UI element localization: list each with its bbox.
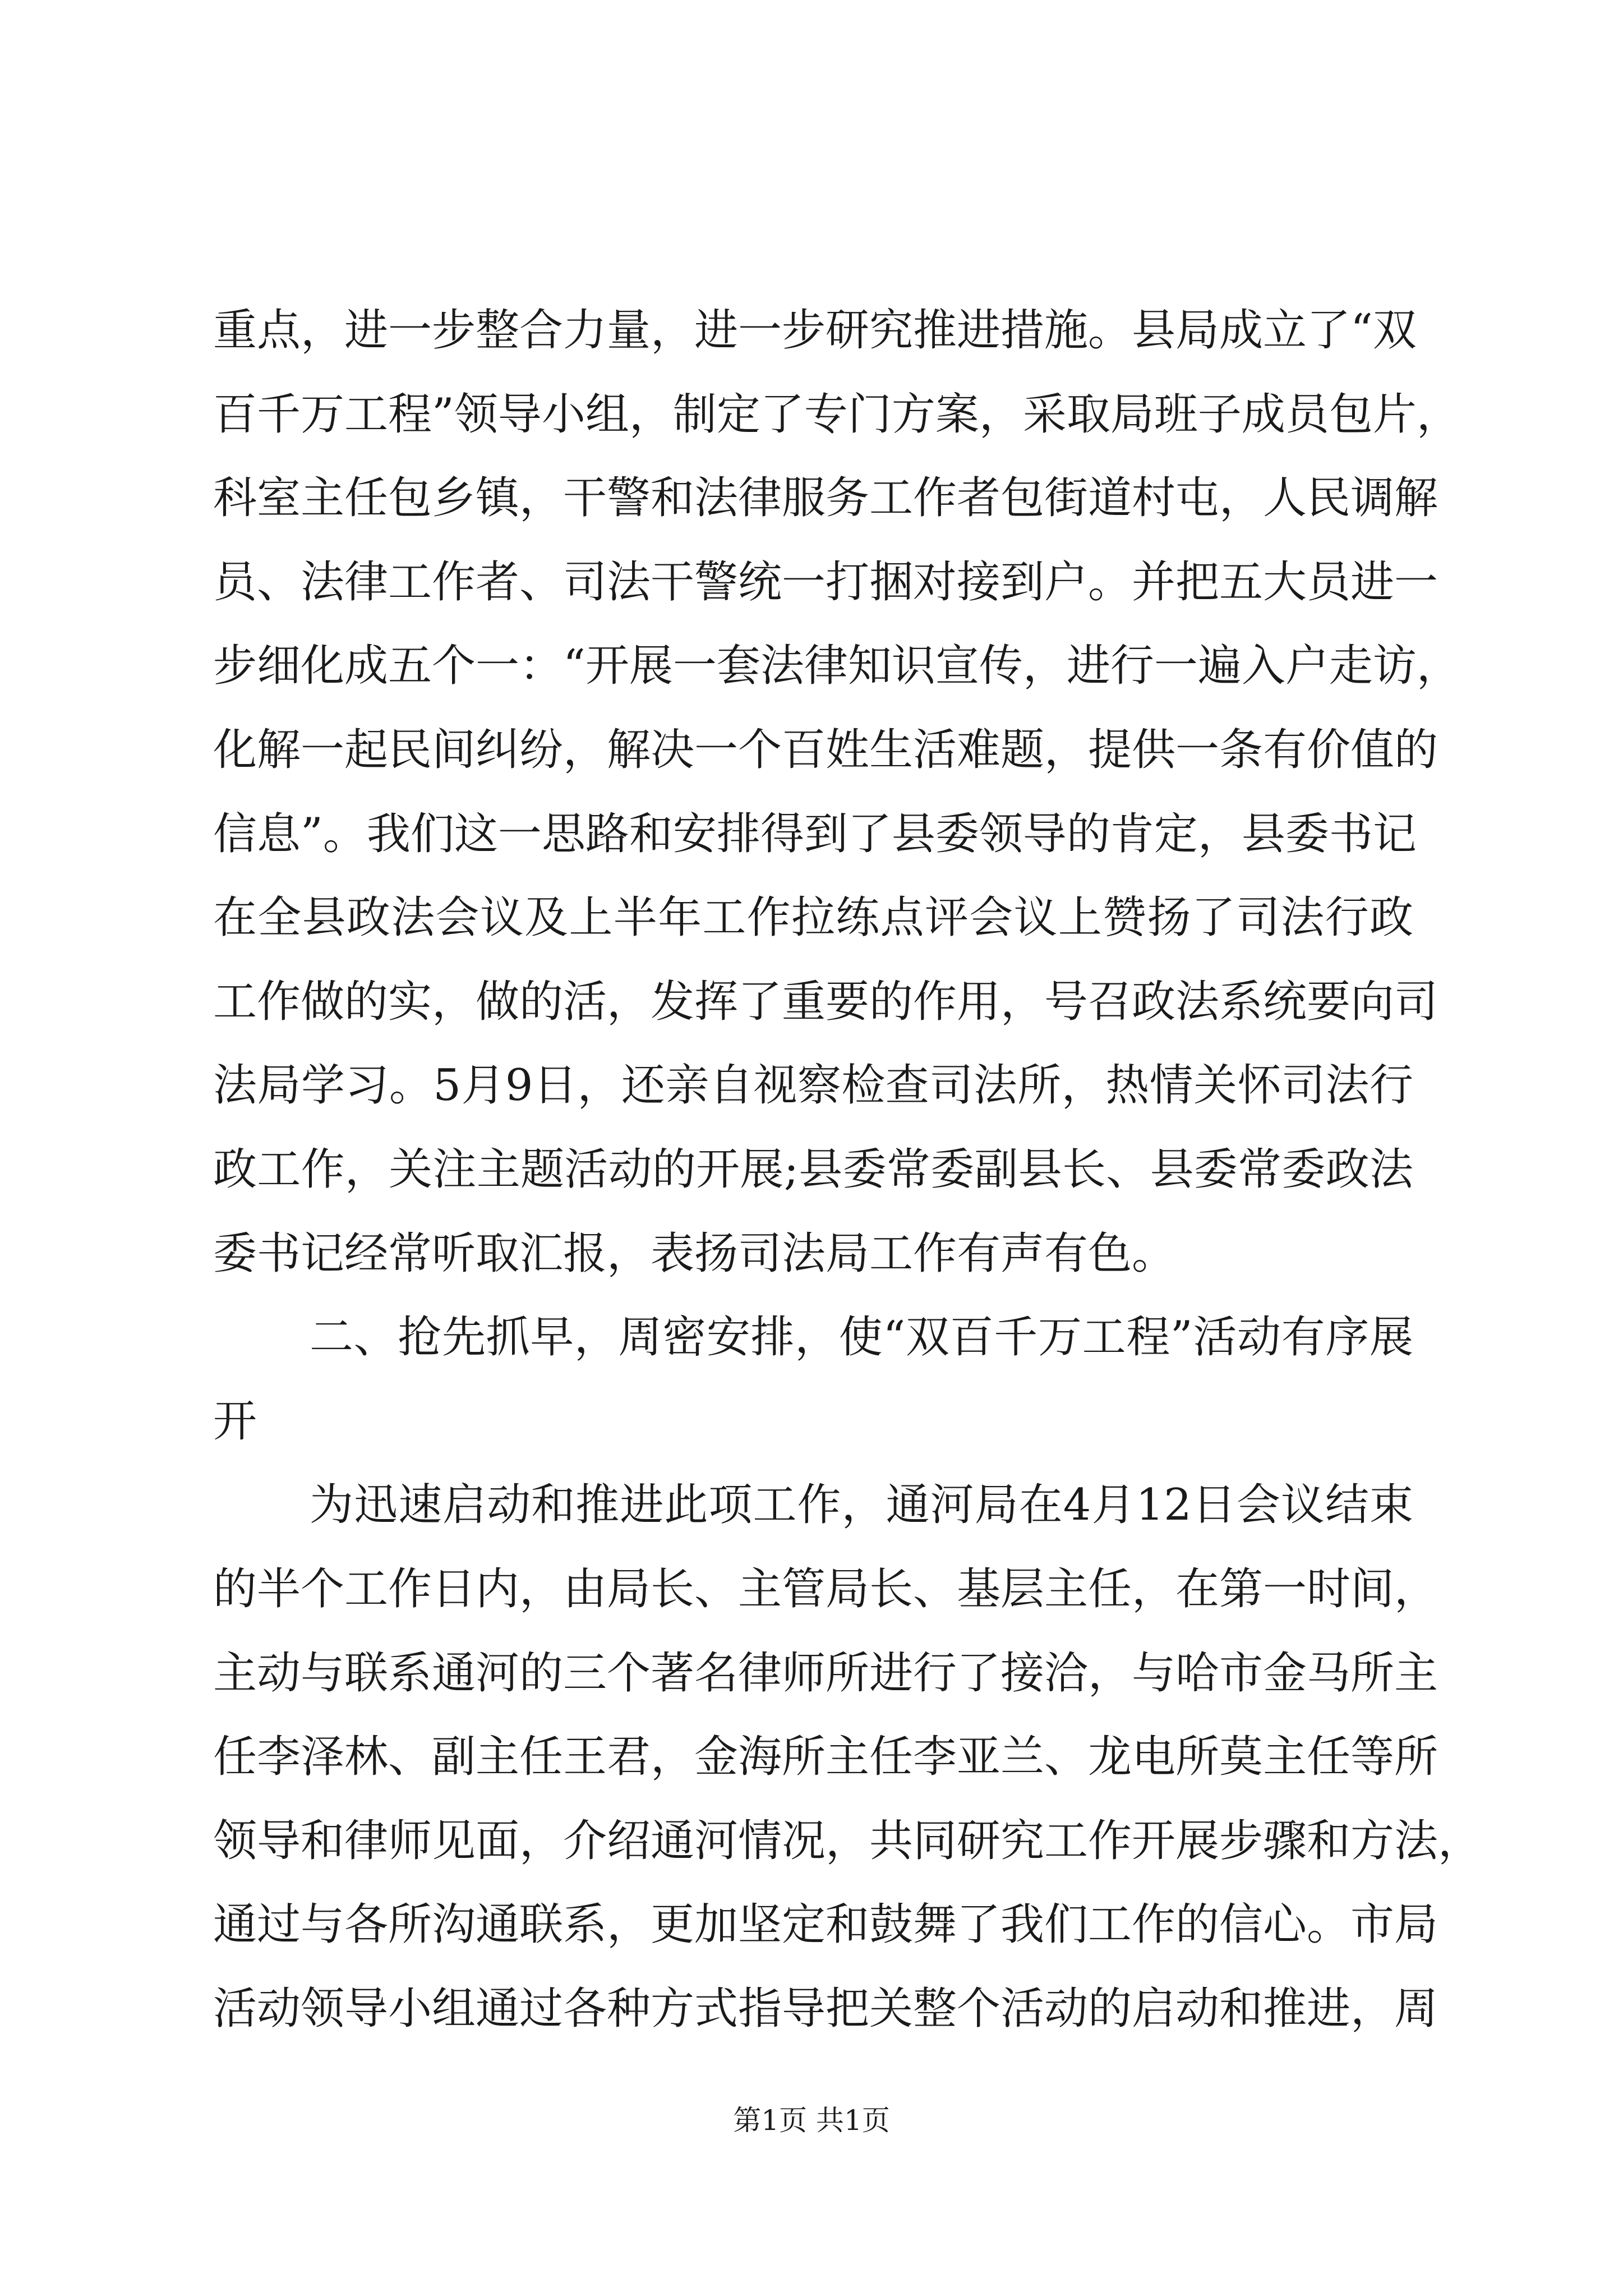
text-line: 主动与联系通河的三个著名律师所进行了接洽，与哈市金马所主	[213, 1648, 1438, 1699]
text-line: 化解一起民间纠纷，解决一个百姓生活难题，提供一条有价值的	[213, 725, 1438, 775]
section-heading-line: 开	[213, 1396, 257, 1447]
text-line: 步细化成五个一：“开展一套法律知识宣传，进行一遍入户走访，	[213, 641, 1460, 691]
text-line: 领导和律师见面，介绍通河情况，共同研究工作开展步骤和方法，	[213, 1816, 1482, 1866]
text-line: 科室主任包乡镇，干警和法律服务工作者包街道村屯，人民调解	[213, 473, 1438, 523]
text-line: 重点，进一步整合力量，进一步研究推进措施。县局成立了“双	[213, 305, 1417, 356]
text-line: 工作做的实，做的活，发挥了重要的作用，号召政法系统要向司	[213, 977, 1438, 1027]
text-line: 的半个工作日内，由局长、主管局长、基层主任，在第一时间，	[213, 1564, 1438, 1614]
text-line: 信息”。我们这一思路和安排得到了县委领导的肯定，县委书记	[213, 809, 1417, 859]
text-line: 活动领导小组通过各种方式指导把关整个活动的启动和推进，周	[213, 1984, 1438, 2034]
text-line: 法局学习。5月9日，还亲自视察检查司法所，热情关怀司法行	[213, 1060, 1413, 1111]
text-line: 政工作，关注主题活动的开展;县委常委副县长、县委常委政法	[213, 1144, 1413, 1195]
text-line: 任李泽林、副主任王君，金海所主任李亚兰、龙电所莫主任等所	[213, 1732, 1438, 1782]
text-line: 在全县政法会议及上半年工作拉练点评会议上赞扬了司法行政	[213, 892, 1413, 943]
text-line: 百千万工程”领导小组，制定了专门方案，采取局班子成员包片，	[213, 389, 1460, 440]
text-line: 委书记经常听取汇报，表扬司法局工作有声有色。	[213, 1228, 1176, 1279]
text-line: 通过与各所沟通联系，更加坚定和鼓舞了我们工作的信心。市局	[213, 1899, 1438, 1950]
page-number-footer: 第1页 共1页	[733, 2104, 890, 2137]
section-heading-line: 二、抢先抓早，周密安排，使“双百千万工程”活动有序展	[310, 1312, 1413, 1363]
text-line: 员、法律工作者、司法干警统一打捆对接到户。并把五大员进一	[213, 557, 1438, 608]
text-line: 为迅速启动和推进此项工作，通河局在4月12日会议结束	[310, 1480, 1413, 1530]
